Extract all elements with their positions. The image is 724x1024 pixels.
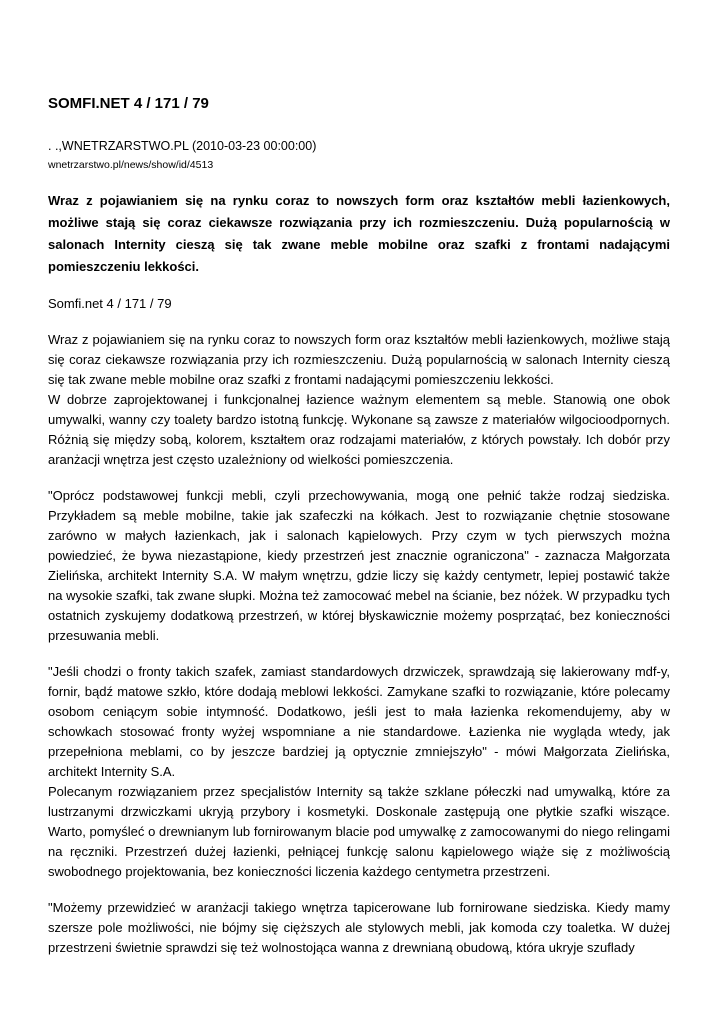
- body-paragraph-4: "Jeśli chodzi o fronty takich szafek, zamiast standardowych drzwiczek, sprawdzają się lakierowany mdf-y, fornir, bądź matowe szkło, które dodają meblowi lekkości. Zamykane szafki to rozwiązanie, które polecamy osobom ceniącym sobie intymność. Dodatkowo, jeśli jest to mała łazienka rekomendujemy, aby w schowkach stosować fronty wyżej wspomniane a nie standardowe. Łazienka nie wygląda wtedy, jak przepełniona meblami, co by jeszcze bardziej ją optycznie zmniejszyło" - mówi Małgorzata Zielińska, architekt Internity S.A.: [48, 664, 670, 779]
- body-paragraph-1: Wraz z pojawianiem się na rynku coraz to nowszych form oraz kształtów mebli łazienkowych, możliwe stają się coraz ciekawsze rozwiązania przy ich rozmieszczeniu. Dużą popularnością w salonach Internity cieszą się tak zwane meble mobilne oraz szafki z frontami nadającymi pomieszczeniu lekkości.: [48, 332, 670, 387]
- lead-paragraph: Wraz z pojawianiem się na rynku coraz to nowszych form oraz kształtów mebli łazienkowych, możliwe stają się coraz ciekawsze rozwiązania przy ich rozmieszczeniu. Dużą popularnością w salonach Internity cieszą się tak zwane meble mobilne oraz szafki z frontami nadającymi pomieszczeniu lekkości.: [48, 193, 670, 274]
- body-paragraph-6: "Możemy przewidzieć w aranżacji takiego wnętrza tapicerowane lub fornirowane siedziska. Kiedy mamy szersze pole możliwości, nie bójmy się cięższych ale stylowych mebli, jak komoda czy toaletka. W dużej przestrzeni świetnie sprawdzi się też wolnostojąca wanna z drewnianą obudową, która ukryje szuflady: [48, 900, 670, 955]
- body-paragraph-3: "Oprócz podstawowej funkcji mebli, czyli przechowywania, mogą one pełnić także rodzaj siedziska. Przykładem są meble mobilne, takie jak szafeczki na kółkach. Jest to rozwiązanie chętnie stosowane zarówno w małych łazienkach, jak i salonach kąpielowych. Przy czym w tych pierwszych można powiedzieć, że bywa niezastąpione, kiedy przestrzeń jest znacznie ograniczona" - zaznacza Małgorzata Zielińska, architekt Internity S.A. W małym wnętrzu, gdzie liczy się każdy centymetr, lepiej postawić także na wysokie szafki, tak zwane słupki. Można też zamocować mebel na ścianie, bez nóżek. W przypadku tych ostatnich zyskujemy dodatkową przestrzeń, w której błyskawicznie możemy posprzątać, bez konieczności przesuwania mebli.: [48, 488, 670, 643]
- body-paragraph-5: Polecanym rozwiązaniem przez specjalistów Internity są także szklane półeczki nad umywalką, które za lustrzanymi drzwiczkami ukryją przybory i kosmetyki. Doskonale zastępują one płytkie szafki wiszące. Warto, pomyśleć o drewnianym lub fornirowanym blacie pod umywalkę z zamocowanymi do niego relingami na ręczniki. Przestrzeń dużej łazienki, pełniącej funkcję salonu kąpielowego wiąże się z możliwością swobodnego projektowania, bez konieczności liczenia każdego centymetra przestrzeni.: [48, 784, 670, 879]
- repeat-title: Somfi.net 4 / 171 / 79: [48, 296, 172, 311]
- source-url: wnetrzarstwo.pl/news/show/id/4513: [48, 159, 214, 171]
- source-line: . .,WNETRZARSTWO.PL (2010-03-23 00:00:00): [48, 139, 317, 153]
- body-paragraph-2: W dobrze zaprojektowanej i funkcjonalnej łazience ważnym elementem są meble. Stanowią one obok umywalki, wanny czy toalety bardzo istotną funkcję. Wykonane są zawsze z materiałów wilgocioodpornych. Różnią się między sobą, kolorem, kształtem oraz rodzajami materiałów, z których powstały. Ich dobór przy aranżacji wnętrza jest często uzależniony od wielkości pomieszczenia.: [48, 392, 670, 467]
- document-page: [48, 94, 670, 958]
- document-title: SOMFI.NET 4 / 171 / 79: [48, 95, 209, 112]
